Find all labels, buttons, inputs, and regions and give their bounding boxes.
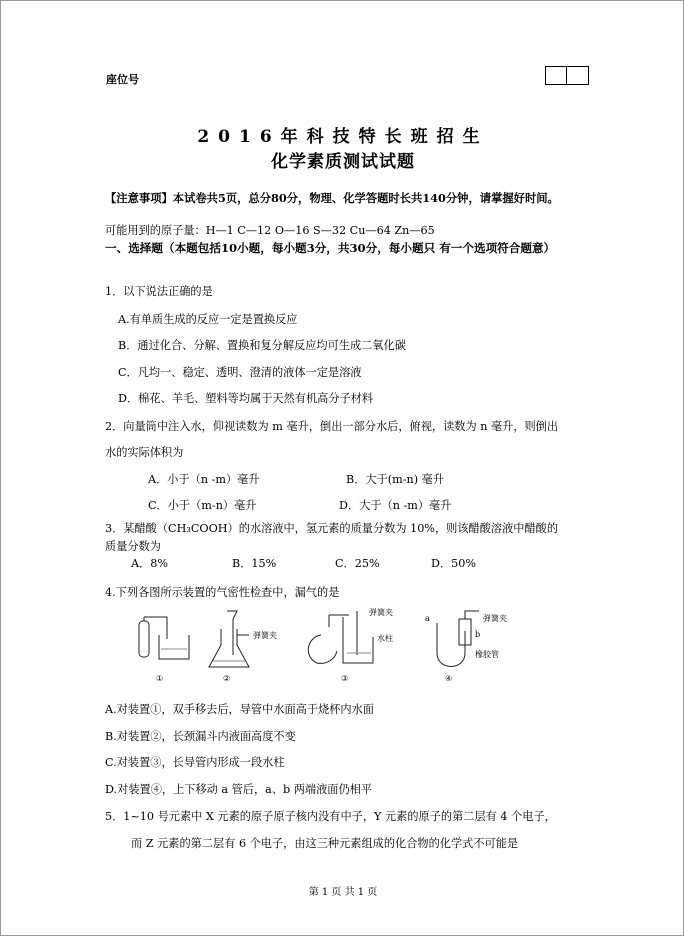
seat-number-box	[545, 66, 589, 85]
q2-stem-line1: 2．向量筒中注入水，仰视读数为 m 毫升，倒出一部分水后，俯视，读数为 n 毫升，则倒出	[105, 420, 559, 433]
q4-option-c: C.对装置③，长导管内形成一段水柱	[105, 756, 285, 769]
exam-subtitle: 化学素质测试试题	[271, 152, 415, 172]
q1-option-c: C．凡均一、稳定、透明、澄清的液体一定是溶液	[118, 366, 362, 379]
q1-option-d: D．棉花、羊毛、塑料等均属于天然有机高分子材料	[118, 392, 374, 405]
q5-stem-line2: 而 Z 元素的第二层有 6 个电子，由这三种元素组成的化合物的化学式不可能是	[131, 837, 519, 850]
seat-number-label: 座位号	[106, 73, 139, 86]
q2-option-c: C．小于（m-n）毫升	[148, 499, 257, 512]
q1-option-b: B．通过化合、分解、置换和复分解反应均可生成二氧化碳	[118, 339, 406, 352]
q3-option-b: B．15%	[232, 557, 277, 570]
notice: 【注意事项】本试卷共5页，总分80分，物理、化学答题时长共140分钟，请掌握好时间。	[105, 191, 559, 205]
q4-option-a: A.对装置①，双手移去后，导管中水面高于烧杯内水面	[105, 703, 374, 716]
q4-option-d: D.对装置④，上下移动 a 管后，a、b 两端液面仍相平	[105, 783, 373, 796]
exam-title: 2016年科技特长班招生	[197, 127, 489, 147]
q1-option-a: A.有单质生成的反应一定是置换反应	[118, 313, 298, 326]
q2-option-b: B．大于(m-n) 毫升	[346, 473, 445, 486]
q1-stem: 1．以下说法正确的是	[105, 285, 213, 298]
fig4-number: ④	[445, 674, 453, 683]
section-heading: 一、选择题（本题包括10小题，每小题3分，共30分，每小题只 有一个选项符合题意）	[105, 241, 556, 255]
q2-option-d: D．大于（n -m）毫升	[339, 499, 452, 512]
fig3-water-label: 水柱	[377, 634, 393, 643]
fig1-number: ①	[156, 674, 164, 683]
fig3-number: ③	[341, 674, 349, 683]
fig3-clip-label: 弹簧夹	[369, 608, 393, 617]
apparatus-3-figure	[308, 607, 393, 683]
apparatus-1-figure	[139, 617, 189, 683]
page-footer: 第 1 页 共 1 页	[308, 887, 378, 898]
fig4-b-label: b	[475, 630, 481, 639]
q2-stem-line2: 水的实际体积为	[105, 446, 184, 459]
fig4-a-label: a	[425, 614, 430, 623]
q3-stem-line1: 3．某醋酸（CH₃COOH）的水溶液中，氢元素的质量分数为 10%，则该醋酸溶液中醋酸的	[105, 522, 559, 535]
q3-option-c: C．25%	[335, 557, 380, 570]
apparatus-figures	[131, 607, 511, 685]
fig2-clip-label: 弹簧夹	[253, 631, 277, 640]
fig4-tube-label: 橡胶管	[475, 650, 499, 659]
atomic-masses: 可能用到的原子量：H—1 C—12 O—16 S—32 Cu—64 Zn—65	[105, 224, 435, 237]
q4-option-b: B.对装置②，长颈漏斗内液面高度不变	[105, 730, 296, 743]
apparatus-4-figure	[425, 611, 507, 683]
fig2-number: ②	[223, 674, 231, 683]
q3-stem-line2: 质量分数为	[105, 540, 161, 553]
q5-stem-line1: 5．1~10 号元素中 X 元素的原子原子核内没有中子，Y 元素的原子的第二层有 4 个电子，	[105, 810, 556, 823]
fig4-clip-label: 弹簧夹	[483, 614, 507, 623]
apparatus-2-figure	[209, 611, 277, 683]
q2-option-a: A．小于（n -m）毫升	[148, 473, 260, 486]
q3-option-d: D．50%	[431, 557, 477, 570]
q3-option-a: A．8%	[131, 557, 169, 570]
q4-stem: 4.下列各图所示装置的气密性检查中，漏气的是	[105, 586, 340, 599]
